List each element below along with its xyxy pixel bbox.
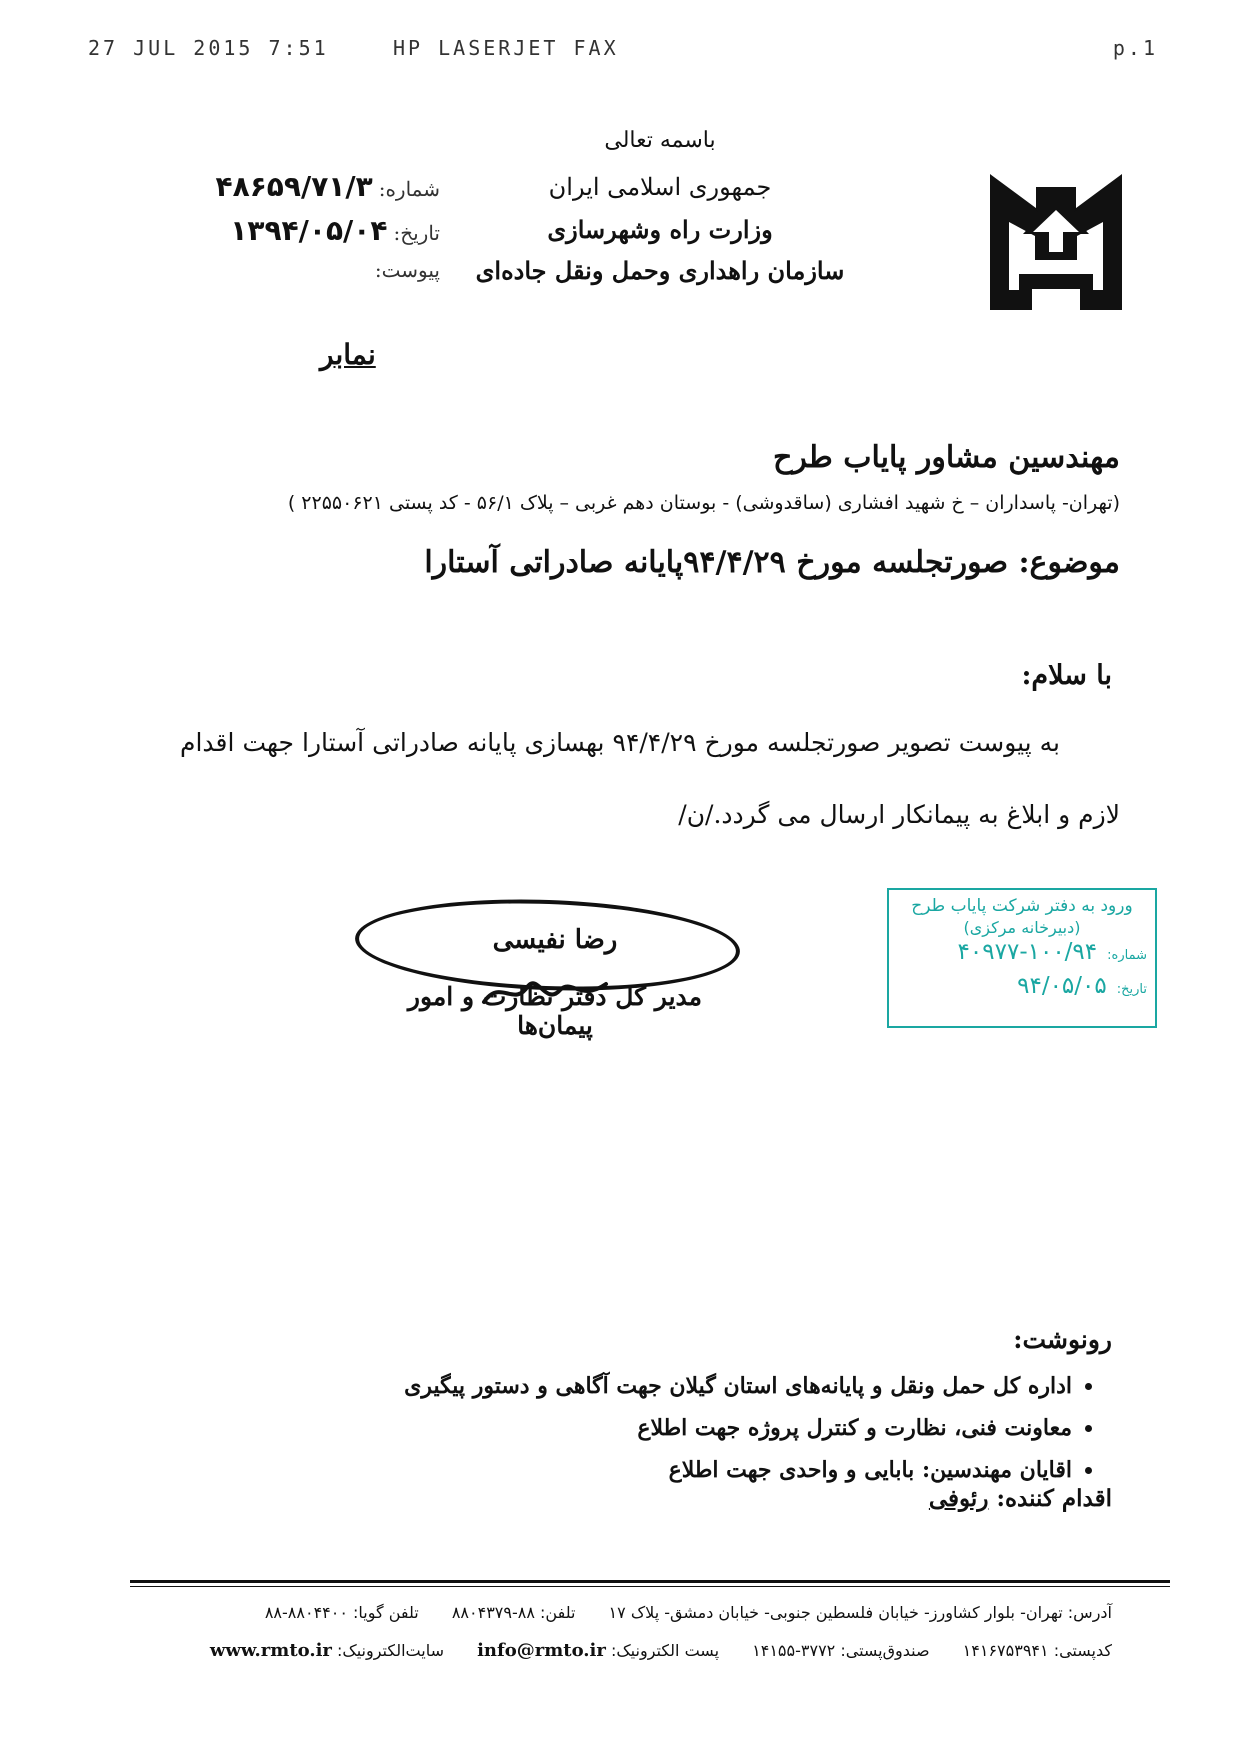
copy-recipient: • اداره کل حمل ونقل و پایانه‌های استان گیلان جهت آگاهی و دستور پیگیری xyxy=(404,1365,1072,1407)
footer-postal-code: کدپستی: ۱۴۱۶۷۵۳۹۴۱ xyxy=(962,1641,1112,1660)
received-stamp xyxy=(887,888,1157,1028)
handler-label: اقدام کننده: xyxy=(996,1485,1112,1512)
footer-divider-thin xyxy=(130,1586,1170,1587)
stamp-date-label: تاریخ: xyxy=(1116,982,1147,997)
footer-online-row xyxy=(112,1640,1112,1661)
copies-title: رونوشت: xyxy=(1013,1325,1112,1354)
copy-recipient: • معاونت فنی، نظارت و کنترل پروژه جهت اطلاع xyxy=(404,1407,1072,1449)
number-label: شماره: xyxy=(378,177,440,201)
copies-list xyxy=(404,1365,1100,1491)
footer-email: info@rmto.ir xyxy=(477,1640,606,1661)
footer-po-box: صندوق‌پستی: ۳۷۷۲-۱۴۱۵۵ xyxy=(752,1641,930,1660)
date-label: تاریخ: xyxy=(393,221,440,245)
republic-name: جمهوری اسلامی ایران xyxy=(548,173,772,201)
footer-website-label: سایت‌الکترونیک: xyxy=(337,1641,444,1660)
footer-voice-phone: تلفن گویا: ۸۸۰۴۴۰۰-۸۸ xyxy=(264,1603,419,1622)
stamp-number-value: ۱۰۰/۹۴-۴۰۹۷۷ xyxy=(957,939,1098,965)
bismillah: باسمه تعالی xyxy=(604,128,716,153)
organization-name: سازمان راهداری وحمل ونقل جاده‌ای xyxy=(475,256,845,285)
handler-line xyxy=(929,1485,1112,1512)
footer-contact-row xyxy=(112,1603,1112,1622)
number-value: ۴۸۶۵۹/۷۱/۳ xyxy=(215,170,373,203)
copy-recipient: • اقایان مهندسین: بابایی و واحدی جهت اطلاع xyxy=(404,1449,1072,1491)
fax-label: نمابر xyxy=(320,338,376,371)
reference-date-row xyxy=(200,214,440,258)
fax-header xyxy=(88,36,1158,64)
handwritten-signature-icon xyxy=(480,972,610,1012)
greeting: با سلام: xyxy=(1021,660,1112,691)
body-text-line-1: به پیوست تصویر صورتجلسه مورخ ۹۴/۴/۲۹ بهسازی پایانه صادراتی آستارا جهت اقدام xyxy=(180,728,1060,757)
recipient-address: (تهران- پاسداران – خ شهید افشاری (ساقدوشی) - بوستان دهم غربی – پلاک ۵۶/۱ - کد پستی ۲۲۵۵۰۶۲۱ ) xyxy=(287,492,1120,514)
footer-address: آدرس: تهران- بلوار کشاورز- خیابان فلسطین جنوبی- خیابان دمشق- پلاک ۱۷ xyxy=(608,1603,1112,1622)
body-text-line-2: لازم و ابلاغ به پیمانکار ارسال می گردد./ن/ xyxy=(678,800,1120,829)
recipient-name: مهندسین مشاور پایاب طرح xyxy=(772,440,1120,475)
fax-page-number: p.1 xyxy=(1112,36,1158,60)
stamp-title: ورود به دفتر شرکت پایاب طرح xyxy=(911,896,1133,916)
subject-line: موضوع: صورتجلسه مورخ ۹۴/۴/۲۹پایانه صادراتی آستارا xyxy=(424,545,1120,580)
stamp-number-label: شماره: xyxy=(1107,948,1147,963)
footer-email-label: پست الکترونیک: xyxy=(610,1641,720,1660)
reference-attachment-row xyxy=(200,258,440,302)
date-value: ۱۳۹۴/۰۵/۰۴ xyxy=(230,214,388,247)
signer-title: مدیر کل دفتر نظارت و امور پیمان‌ها xyxy=(407,982,703,1040)
fax-datetime: 27 JUL 2015 7:51 xyxy=(88,36,329,60)
footer-website: www.rmto.ir xyxy=(209,1640,332,1661)
stamp-number-row xyxy=(897,939,1147,971)
letterhead xyxy=(440,128,880,285)
ministry-name: وزارت راه وشهرسازی xyxy=(547,215,773,244)
stamp-date-value: ۹۴/۰۵/۰۵ xyxy=(1017,973,1107,999)
attachment-label: پیوست: xyxy=(374,258,440,282)
reference-block xyxy=(200,170,440,302)
footer-divider xyxy=(130,1580,1170,1583)
fax-device: HP LASERJET FAX xyxy=(393,36,619,60)
handler-value: رئوفی xyxy=(928,1485,989,1512)
stamp-subtitle: (دبیرخانه مرکزی) xyxy=(963,918,1081,937)
reference-number-row xyxy=(200,170,440,214)
footer-phone: تلفن: ۸۸-۸۸۰۴۳۷۹ xyxy=(451,1603,576,1622)
signer-name: رضا نفیسی xyxy=(492,925,618,955)
stamp-date-row xyxy=(897,973,1147,1005)
organization-logo-icon xyxy=(985,170,1127,315)
